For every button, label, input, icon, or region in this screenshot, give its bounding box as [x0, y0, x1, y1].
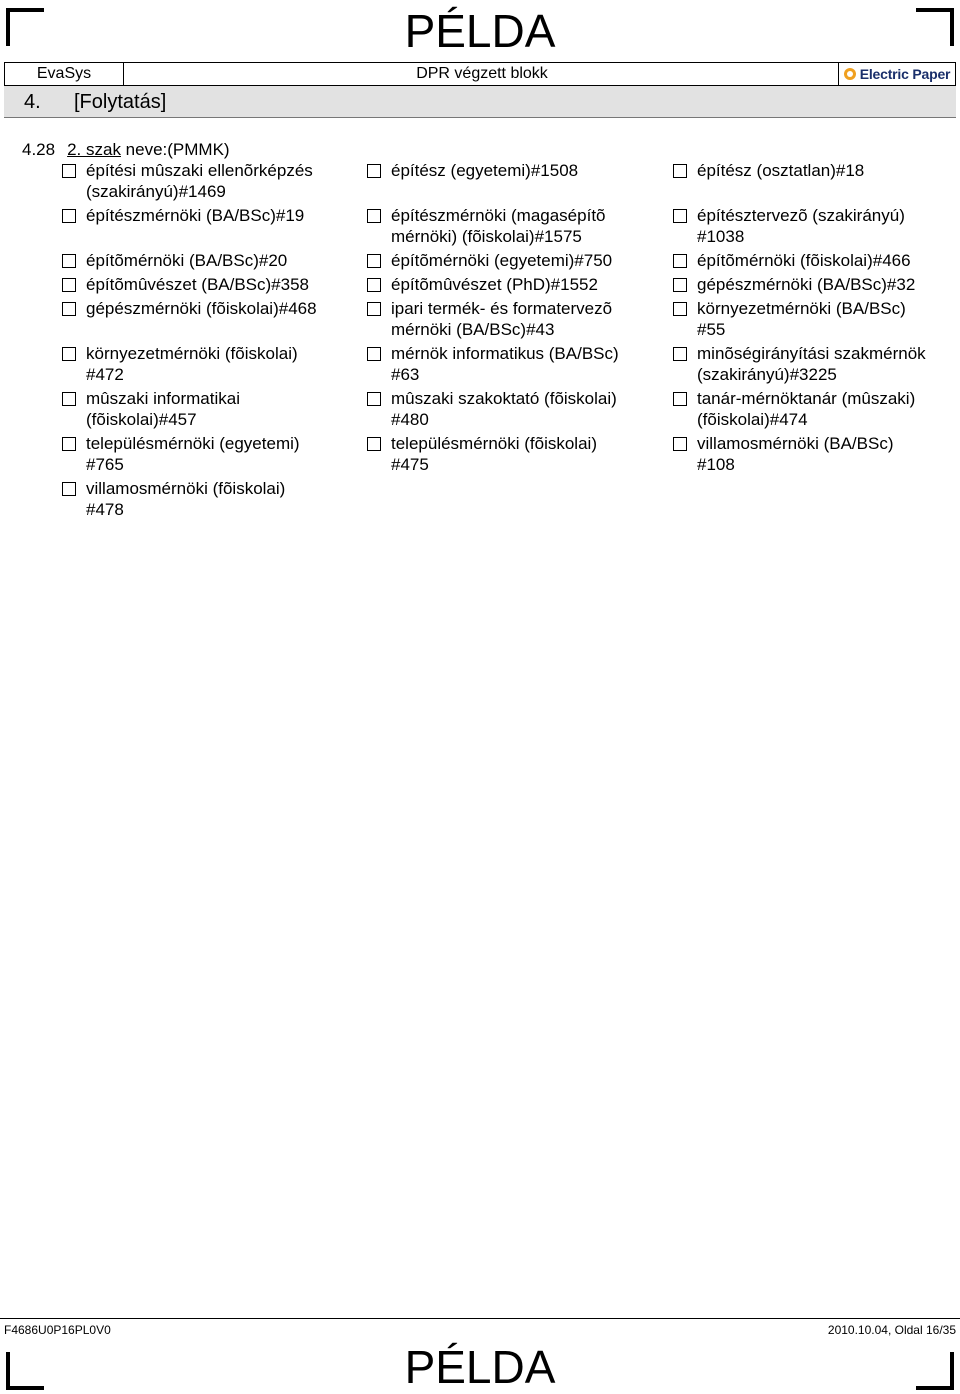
option-label: építõmûvészet (PhD)#1552 [391, 275, 598, 294]
option-item [58, 250, 358, 274]
option-label: környezetmérnöki (fõiskolai) [86, 344, 298, 363]
option-checkbox[interactable] [62, 482, 76, 496]
option-label: településmérnöki (fõiskolai) [391, 434, 597, 453]
option-label: építész (egyetemi)#1508 [391, 161, 579, 180]
watermark-top: PÉLDA [404, 5, 556, 57]
option-label: villamosmérnöki (fõiskolai) [86, 479, 286, 498]
question-label [22, 140, 230, 160]
option-checkbox[interactable] [367, 164, 381, 178]
question-title-underlined: 2. szak [67, 140, 121, 159]
option-checkbox[interactable] [367, 302, 381, 316]
option-label: (fõiskolai)#474 [697, 410, 808, 429]
option-label: építészmérnöki (BA/BSc)#19 [86, 206, 305, 225]
option-item [58, 343, 358, 388]
option-item [363, 274, 663, 298]
option-checkbox[interactable] [673, 209, 687, 223]
option-checkbox[interactable] [62, 392, 76, 406]
option-label: (fõiskolai)#457 [86, 410, 197, 429]
option-item [363, 160, 663, 205]
option-label: településmérnöki (egyetemi) [86, 434, 300, 453]
option-label: #55 [697, 320, 726, 339]
option-checkbox[interactable] [62, 164, 76, 178]
option-label: gépészmérnöki (BA/BSc)#32 [697, 275, 916, 294]
option-label: mérnöki (BA/BSc)#43 [391, 320, 555, 339]
option-checkbox[interactable] [673, 347, 687, 361]
option-label: #1038 [697, 227, 745, 246]
option-label: ipari termék- és formatervezõ [391, 299, 613, 318]
option-item [58, 160, 358, 205]
option-checkbox[interactable] [367, 278, 381, 292]
option-label: #475 [391, 455, 429, 474]
question-title: neve: [120, 140, 168, 159]
option-item [58, 274, 358, 298]
watermark-bottom: PÉLDA [404, 1341, 556, 1393]
option-checkbox[interactable] [673, 302, 687, 316]
option-item [669, 343, 959, 388]
option-item [669, 433, 959, 478]
brand-name: Electric Paper [859, 66, 951, 82]
option-checkbox[interactable] [367, 347, 381, 361]
footer-divider [0, 1318, 960, 1319]
section-header [4, 86, 956, 118]
option-label: (szakirányú)#3225 [697, 365, 837, 384]
options-column-1 [58, 160, 358, 523]
option-label: #108 [697, 455, 735, 474]
option-checkbox[interactable] [62, 254, 76, 268]
option-item [669, 274, 959, 298]
option-item [363, 250, 663, 274]
option-item [58, 433, 358, 478]
section-title: [Folytatás] [74, 91, 167, 113]
option-checkbox[interactable] [62, 302, 76, 316]
option-checkbox[interactable] [367, 437, 381, 451]
header-block-title: DPR végzett blokk [416, 65, 548, 82]
option-checkbox[interactable] [62, 209, 76, 223]
form-id: F4686U0P16PL0V0 [4, 1323, 111, 1337]
option-label: #480 [391, 410, 429, 429]
option-item [363, 343, 663, 388]
option-label: tanár-mérnöktanár (mûszaki) [697, 389, 916, 408]
option-checkbox[interactable] [367, 209, 381, 223]
page-info: 2010.10.04, Oldal 16/35 [827, 1323, 956, 1337]
option-item [669, 298, 959, 343]
option-label: #63 [391, 365, 420, 384]
option-checkbox[interactable] [673, 392, 687, 406]
option-label: építész (osztatlan)#18 [697, 161, 865, 180]
option-label: építõmérnöki (fõiskolai)#466 [697, 251, 911, 270]
option-item [363, 205, 663, 250]
option-item [58, 388, 358, 433]
question-subtitle: (PMMK) [167, 140, 230, 159]
option-label: mérnöki) (fõiskolai)#1575 [391, 227, 582, 246]
option-item [669, 160, 959, 205]
option-label: építészmérnöki (magasépítõ [391, 206, 606, 225]
option-item [58, 478, 358, 523]
option-checkbox[interactable] [62, 437, 76, 451]
option-label: mûszaki informatikai [86, 389, 240, 408]
header-app-name: EvaSys [5, 63, 124, 85]
option-item [669, 388, 959, 433]
electric-paper-icon [844, 68, 856, 80]
option-item [363, 298, 663, 343]
option-checkbox[interactable] [62, 278, 76, 292]
option-item [58, 205, 358, 250]
option-checkbox[interactable] [367, 392, 381, 406]
option-item [58, 298, 358, 343]
option-label: minõségirányítási szakmérnök [697, 344, 926, 363]
option-item [363, 433, 663, 478]
option-label: #478 [86, 500, 124, 519]
option-checkbox[interactable] [673, 254, 687, 268]
section-number: 4. [24, 91, 41, 113]
option-label: építõmérnöki (egyetemi)#750 [391, 251, 613, 270]
header-bar [4, 62, 956, 86]
option-label: villamosmérnöki (BA/BSc) [697, 434, 894, 453]
option-item [669, 205, 959, 250]
option-checkbox[interactable] [673, 278, 687, 292]
option-checkbox[interactable] [673, 437, 687, 451]
option-item [363, 388, 663, 433]
option-item [669, 250, 959, 274]
option-label: építési mûszaki ellenõrképzés [86, 161, 313, 180]
option-checkbox[interactable] [62, 347, 76, 361]
question-number: 4.28 [22, 140, 56, 159]
option-label: #765 [86, 455, 124, 474]
option-label: gépészmérnöki (fõiskolai)#468 [86, 299, 317, 318]
option-label: környezetmérnöki (BA/BSc) [697, 299, 906, 318]
option-label: építõmûvészet (BA/BSc)#358 [86, 275, 310, 294]
options-column-2 [363, 160, 663, 478]
option-checkbox[interactable] [673, 164, 687, 178]
option-label: (szakirányú)#1469 [86, 182, 226, 201]
option-label: építésztervezõ (szakirányú) [697, 206, 905, 225]
options-column-3 [669, 160, 959, 478]
option-label: építõmérnöki (BA/BSc)#20 [86, 251, 288, 270]
option-label: mûszaki szakoktató (fõiskolai) [391, 389, 617, 408]
option-checkbox[interactable] [367, 254, 381, 268]
brand-logo [838, 63, 955, 85]
option-label: #472 [86, 365, 124, 384]
option-label: mérnök informatikus (BA/BSc) [391, 344, 619, 363]
